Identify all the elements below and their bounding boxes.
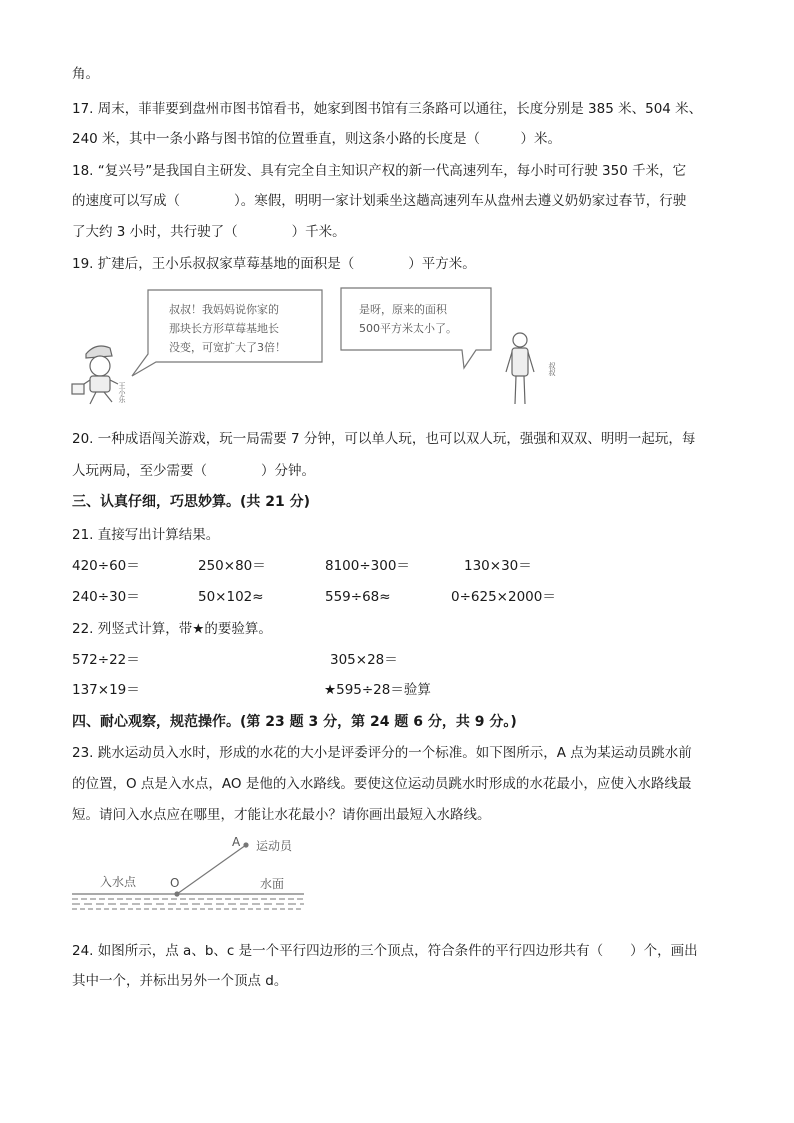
question-18-line-1: 18. “复兴号”是我国自主研发、具有完全自主知识产权的新一代高速列车，每小时可行驶 350 千米，它 — [72, 163, 687, 179]
boy-name-label: 王小乐 — [118, 382, 126, 403]
calc-item: 8100÷300＝ — [325, 558, 410, 574]
entry-point-label: 入水点 — [100, 875, 137, 889]
question-20-line-1: 20. 一种成语闯关游戏，玩一局需要 7 分钟，可以单人玩，也可以双人玩，强强和双双、明明一起玩，每 — [72, 431, 696, 447]
water-surface-label: 水面 — [260, 877, 285, 891]
point-a-dot — [243, 842, 248, 847]
calc-item: 240÷30＝ — [72, 589, 140, 605]
point-o-dot — [174, 891, 179, 896]
calc-item: 137×19＝ — [72, 682, 140, 698]
calc-item: 0÷625×2000＝ — [451, 589, 556, 605]
question-24-line-2: 其中一个，并标出另外一个顶点 d。 — [72, 973, 288, 989]
athlete-label: 运动员 — [256, 839, 293, 853]
bubble-right-line-1: 是呀，原来的面积 — [359, 303, 447, 316]
calc-item: 50×102≈ — [198, 589, 264, 605]
uncle-figure-icon — [506, 333, 534, 404]
section-3-heading: 三、认真仔细，巧思妙算。(共 21 分) — [72, 494, 311, 510]
question-20-line-2: 人玩两局，至少需要（ ）分钟。 — [72, 463, 315, 479]
question-23-figure — [66, 832, 316, 912]
point-a-label: A — [232, 835, 241, 849]
boy-figure-icon — [72, 346, 118, 404]
question-23-line-1: 23. 跳水运动员入水时，形成的水花的大小是评委评分的一个标准。如下图所示，A 点为某运动员跳水前 — [72, 745, 692, 761]
question-23-line-2: 的位置，O 点是入水点，AO 是他的入水路线。要使这位运动员跳水时形成的水花最小，应使入水路线最 — [72, 776, 692, 792]
question-19-figure — [60, 280, 556, 420]
question-21-prompt: 21. 直接写出计算结果。 — [72, 527, 220, 543]
bubble-left-line-2: 那块长方形草莓基地长 — [169, 322, 279, 335]
question-18-line-3: 了大约 3 小时，共行驶了（ ）千米。 — [72, 224, 346, 240]
question-24-line-1: 24. 如图所示，点 a、b、c 是一个平行四边形的三个顶点，符合条件的平行四边形共有（ ）个，画出 — [72, 943, 698, 959]
calc-item: 559÷68≈ — [325, 589, 391, 605]
calc-item: 250×80＝ — [198, 558, 266, 574]
calc-item: 572÷22＝ — [72, 652, 140, 668]
question-19-line: 19. 扩建后，王小乐叔叔家草莓基地的面积是（ ）平方米。 — [72, 256, 476, 272]
calc-item: 130×30＝ — [464, 558, 532, 574]
calc-item: ★595÷28＝验算 — [324, 682, 431, 698]
question-17-line-1: 17. 周末，菲菲要到盘州市图书馆看书，她家到图书馆有三条路可以通往，长度分别是 385 米、504 米、 — [72, 101, 703, 117]
bubble-left-line-1: 叔叔！我妈妈说你家的 — [169, 303, 279, 316]
calc-item: 420÷60＝ — [72, 558, 140, 574]
question-23-line-3: 短。请问入水点应在哪里，才能让水花最小？请你画出最短入水路线。 — [72, 807, 491, 823]
entry-path-line — [177, 845, 246, 894]
section-4-heading: 四、耐心观察，规范操作。(第 23 题 3 分，第 24 题 6 分，共 9 分。) — [72, 714, 517, 730]
text-line: 角。 — [72, 66, 99, 82]
calc-item: 305×28＝ — [330, 652, 398, 668]
bubble-left-line-3: 没变，可宽扩大了3倍！ — [169, 341, 286, 354]
question-18-line-2: 的速度可以写成（ ）。寒假，明明一家计划乘坐这趟高速列车从盘州去遵义奶奶家过春节，行驶 — [72, 193, 687, 209]
question-22-prompt: 22. 列竖式计算，带★的要验算。 — [72, 621, 272, 637]
point-o-label: O — [170, 876, 180, 890]
bubble-right-line-2: 500平方米太小了。 — [359, 322, 457, 335]
uncle-name-label: 叔叔 — [548, 362, 556, 376]
question-17-line-2: 240 米，其中一条小路与图书馆的位置垂直，则这条小路的长度是（ ）米。 — [72, 131, 562, 147]
